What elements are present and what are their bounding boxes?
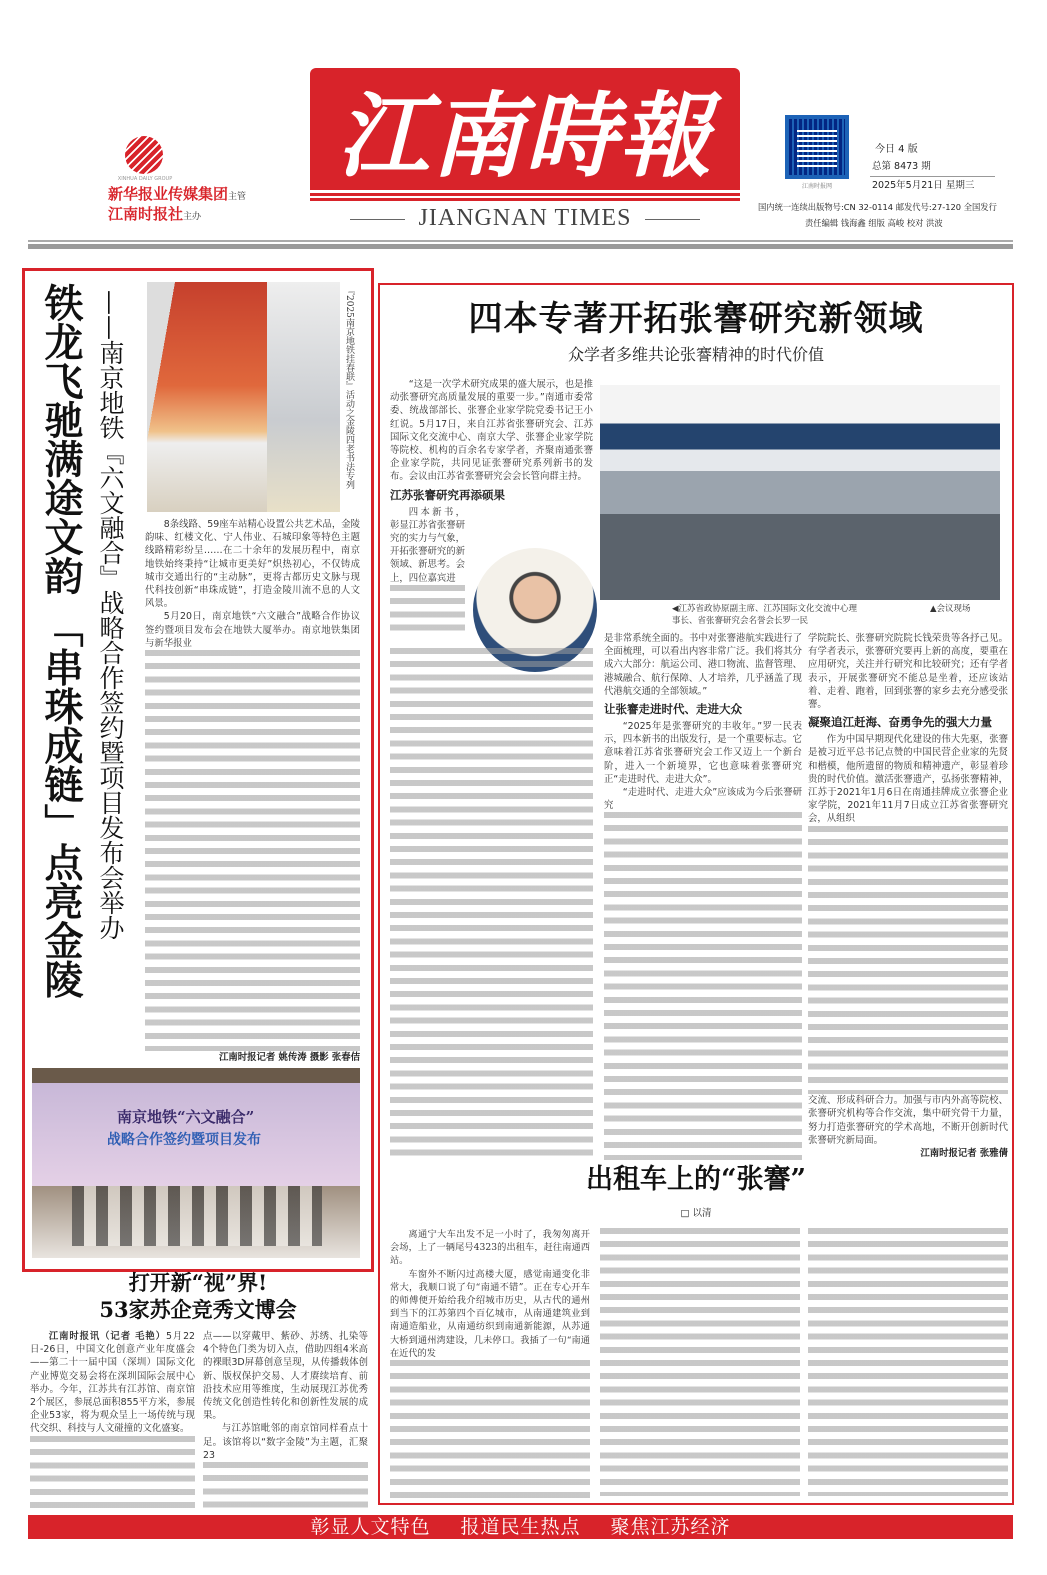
portrait-caption: ◀江苏省政协原副主席、江苏国际文化交流中心理事长、省张謇研究会名誉会长罗一民	[672, 604, 858, 626]
paragraph: 车窗外不断闪过高楼大厦，感觉南通变化非常大，我顺口说了句“南通不错”。正在专心开车的师傅便开始给我介绍城市历史，从古代的通州到当下的江苏第四个百亿城市，从南通建筑业到南通造船业，从南通纺织到南通新能源，从苏通大桥到通州湾建设，几未停口。我插了一句“南通在近代的发	[390, 1268, 590, 1359]
pages-today: 今日 4 版	[875, 144, 918, 155]
right-col2-continued	[604, 812, 802, 1160]
info-divider	[870, 176, 995, 177]
left-story-body	[145, 518, 360, 1064]
section1-narrow-block	[390, 506, 465, 636]
signing-ceremony-photo	[32, 1068, 360, 1258]
right-col3	[808, 632, 1008, 1160]
paragraph: 离通宁大车出发不足一小时了，我匆匆离开会场，上了一辆尾号4323的出租车，赶往南通西站。	[390, 1229, 590, 1267]
host-role: 主办	[183, 212, 202, 222]
editors-credit: 责任编辑 钱海鑫 组版 高峻 校对 洪波	[805, 218, 943, 228]
masthead-rule	[28, 240, 1013, 242]
right-col1-continued	[390, 648, 593, 1160]
section3-body: 作为中国早期现代化建设的伟大先驱，张謇是被习近平总书记点赞的中国民营企业家的先贤和楷模，他所遗留的物质和精神遗产，彰显着珍贵的时代价值。激活张謇遗产，弘扬张謇精神，江苏于2021年1月6日在南通挂牌成立张謇企业家学院，2021年11月7日成立江苏省张謇研究会，从组织	[808, 734, 1008, 825]
section1-body-continued	[390, 585, 465, 636]
left-story-body-continued	[145, 650, 360, 1051]
right-col2	[604, 632, 802, 1160]
section2-body-2: “走进时代、走进大众”应该成为今后张謇研究	[604, 787, 802, 812]
host-org-name: 江南时报社	[108, 205, 184, 223]
right-story-headline: 四本专著开拓张謇研究新领域	[468, 299, 924, 339]
masthead-bar	[28, 244, 1013, 249]
paragraph: 5月20日，南京地铁“六文融合”战略合作协议签约暨项目发布会在地铁大厦举办。南京地铁集团与新华报业	[145, 611, 360, 649]
section1-body: 四本新书，彰显江苏省张謇研究的实力与气象，开拓张謇研究的新领域、新思考。会上，四位嘉宾进	[390, 506, 466, 584]
people-row	[72, 1186, 322, 1246]
section-title: 让张謇走进时代、走进大众	[604, 702, 742, 717]
section2-body: “2025年是张謇研究的丰收年。”罗一民表示，四本新书的出版发行，是一个重要标志。它意味着江苏省张謇研究会工作又迈上一个新台阶，进入一个新境界，它也意味着张謇研究正“走进时代、走进大众”。	[604, 721, 802, 785]
masthead-title-en: JIANGNAN TIMES	[330, 205, 720, 232]
expo-col1-continued	[30, 1436, 195, 1510]
taxi-col3	[808, 1228, 1008, 1496]
expo-col2-text2: 与江苏馆毗邻的南京馆同样看点十足。该馆将以“数字金陵”为主题，汇聚23	[203, 1423, 368, 1461]
taxi-col2	[600, 1228, 800, 1496]
taxi-story-author: □ 以清	[680, 1208, 712, 1219]
left-story-subheadline: ——南京地铁『六文融合』战略合作签约暨项目发布会举办	[96, 290, 125, 940]
masthead-book-base	[310, 193, 740, 201]
right-col3-continued	[808, 826, 1008, 1095]
right-col2-body: 是非常系统全面的。书中对张謇港航实践进行了全面梳理，可以看出内容非常广泛。我们将其分成六大部分：航运公司、港口物流、监督管理、港城融合、航行保障、人才培养，几乎涵盖了现代港航交通的全部领域。”	[604, 633, 802, 697]
xinhua-group-logo-icon	[125, 136, 163, 174]
expo-col1	[30, 1330, 195, 1510]
expo-headline-line1: 打开新“视”界!	[128, 1270, 268, 1295]
expo-col2-text: 点——以穿戴甲、紫砂、苏绣、扎染等4个特色门类为切入点，借助四组4米高的裸眼3D屏幕创意呈现，从传播载体创新、版权保护交易、人才赓续培育、前沿技术应用等维度，生动展现江苏优秀传统文化创造性转化和创新性发展的成果。	[203, 1331, 368, 1422]
right-story-ending: 交流、形成科研合力。加强与市内外高等院校、张謇研究机构等合作交流，集中研究骨干力量，努力打造张謇研究的学术高地，不断开创新时代张謇研究新局面。	[808, 1095, 1008, 1146]
subway-train-photo	[147, 282, 340, 512]
right-story-intro: “这是一次学术研究成果的盛大展示，也是推动张謇研究高质量发展的重要一步。”南通市委常委、统战部部长、张謇企业家学院党委书记王小红说。5月17日，来自江苏省张謇研究会、江苏国际文化交流中心、南京大学、张謇企业家学院等院校、机构的百余名专家学者，齐聚南通张謇企业家学院，共同见证张謇研究系列新书的发布。会议由江苏省张謇研究会会长管向群主持。	[390, 379, 593, 483]
left-story-byline: 江南时报记者 姚传涛 摄影 张春佶	[218, 1052, 360, 1063]
expo-lead: 江南时报讯（记者 毛艳）	[48, 1331, 166, 1342]
paragraph: 8条线路、59座车站精心设置公共艺术品，金陵韵味、红楼文化、宁人伟业、石城印象等特色主题线路精彩纷呈……在二十余年的发展历程中，南京地铁始终秉持“让城市更美好”炽热初心，不仅铸成城市交通出行的“主动脉”，更将古都历史文脉与现代科技创新“串珠成链”，打造金陵川流不息的人文风景。	[145, 519, 360, 610]
left-story-headline: 铁龙飞驰满途文韵 「串珠成链」点亮金陵	[38, 283, 84, 999]
sponsor-org-name: 新华报业传媒集团	[108, 185, 229, 203]
issue-number: 总第 8473 期	[872, 161, 931, 172]
slogan: 聚焦江苏经济	[610, 1516, 731, 1538]
taxi-col1-continued	[390, 1360, 590, 1498]
section-title: 江苏张謇研究再添硕果	[390, 487, 505, 502]
masthead-title: 江南時報	[310, 68, 740, 190]
group-logo-sub: XINHUA DAILY GROUP	[117, 176, 173, 182]
sponsor-role: 主管	[228, 192, 247, 202]
conference-photo	[600, 385, 1000, 600]
section-title: 凝聚追江赶海、奋勇争先的强大力量	[808, 715, 992, 730]
taxi-story-col1	[390, 1228, 590, 1498]
right-col1	[390, 378, 593, 1160]
qr-label: 江南时报网	[801, 183, 832, 190]
slogan: 报道民生热点	[460, 1516, 581, 1538]
screen-title-line1: 南京地铁“六文融合”	[117, 1108, 255, 1126]
sponsor-org	[108, 185, 246, 206]
expo-col2-continued	[203, 1462, 368, 1510]
subway-photo-caption: 『2025南京地铁挂春联』活动之金陵四老书法专列	[344, 286, 354, 489]
conference-caption: ▲会议现场	[930, 604, 971, 614]
screen-title-line2: 战略合作签约暨项目发布	[107, 1132, 261, 1148]
right-story-byline: 江南时报记者 张雅倩	[920, 1148, 1008, 1159]
expo-headline-line2: 53家苏企竞秀文博会	[99, 1297, 297, 1322]
footer-slogan-band	[28, 1515, 1013, 1539]
expo-col1-text: 5月22日-26日，中国文化创意产业年度盛会——第二十一届中国（深圳）国际文化产业博览交易会将在深圳国际会展中心举办。今年，江苏共有江苏馆、南京馆2个展区，参展总面积855平方米，参展企业53家，将为观众呈上一场传统与现代交织、科技与人文碰撞的文化盛宴。	[30, 1331, 195, 1435]
right-story-subheadline: 众学者多维共论张謇精神的时代价值	[567, 345, 824, 364]
qr-code-icon[interactable]	[785, 115, 849, 179]
issue-date: 2025年5月21日 星期三	[872, 180, 975, 191]
taxi-story-headline: 出租车上的“张謇”	[585, 1164, 807, 1195]
right-col3-body: 学院院长、张謇研究院院长钱荣贵等各抒己见。有学者表示，张謇研究要再上新的高度，要重在应用研究，关注并行研究和比较研究；还有学者表示，开展张謇研究不能总是坐着，还应该站着、走着、跑着，回到张謇的家乡去充分感受张謇。	[808, 633, 1008, 711]
expo-col2	[203, 1330, 368, 1510]
publication-number: 国内统一连续出版物号:CN 32-0114 邮发代号:27-120 全国发行	[758, 202, 997, 212]
slogan: 彰显人文特色	[310, 1516, 431, 1538]
host-org	[108, 205, 201, 226]
